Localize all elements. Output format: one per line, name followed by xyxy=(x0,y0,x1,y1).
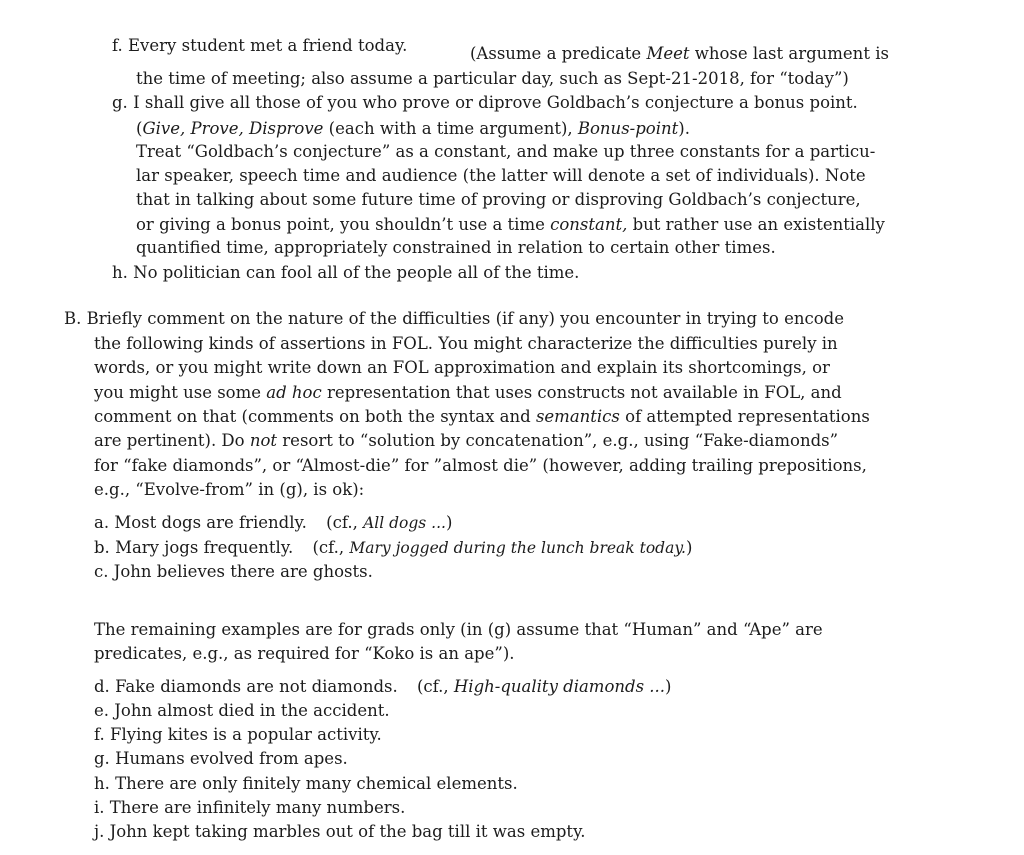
text: ( xyxy=(136,119,143,138)
item-g-line5: that in talking about some future time of proving or disproving Goldbach’s conjecture, xyxy=(136,190,861,209)
item-text: John kept taking marbles out of the bag till it was empty. xyxy=(109,822,586,841)
item-text: Mary jogs frequently. xyxy=(115,538,294,557)
note-text: (Assume a predicate xyxy=(470,44,647,63)
cf-text: (cf., xyxy=(312,538,350,557)
grad-item-j xyxy=(94,821,585,843)
item-g-line3: Treat “Goldbach’s conjecture” as a constant, and make up three constants for a particu- xyxy=(136,142,876,161)
text: representation that uses constructs not available in FOL, and xyxy=(321,383,842,402)
section-b-line7: for “fake diamonds”, or “Almost-die” for ”almost die” (however, adding trailing prepositions, xyxy=(94,456,867,475)
grads-line2: predicates, e.g., as required for “Koko is an ape”). xyxy=(94,644,515,663)
predicate-bonus: Bonus-point xyxy=(577,119,679,138)
grad-item-i xyxy=(94,797,405,819)
item-label: g. xyxy=(94,749,110,768)
text: resort to “solution by concatenation”, e.g., using “Fake-diamonds” xyxy=(277,431,839,450)
grad-item-h xyxy=(94,773,518,795)
cf-text: ) xyxy=(665,677,672,696)
cf-example: Mary jogged during the lunch break today. xyxy=(349,539,686,557)
b-item-a xyxy=(94,512,452,534)
item-label: g. xyxy=(112,93,128,112)
section-label: B. xyxy=(64,309,82,328)
item-text: John believes there are ghosts. xyxy=(113,562,373,581)
item-label: h. xyxy=(112,263,128,282)
cf-example: All dogs ... xyxy=(363,514,446,532)
section-b-line8: e.g., “Evolve-from” in (g), is ok): xyxy=(94,480,365,499)
paragraph-text: Briefly comment on the nature of the difficulties (if any) you encounter in trying to encode xyxy=(86,309,845,328)
item-text: Every student met a friend today. xyxy=(128,36,408,55)
item-label: f. xyxy=(112,36,123,55)
item-g-line1 xyxy=(112,92,858,114)
emphasis: constant, xyxy=(550,215,628,234)
item-label: d. xyxy=(94,677,110,696)
item-text: John almost died in the accident. xyxy=(114,701,390,720)
item-g-line2 xyxy=(136,118,690,140)
item-label: c. xyxy=(94,562,109,581)
note-text: whose last argument is xyxy=(689,44,889,63)
item-text: Most dogs are friendly. xyxy=(114,513,307,532)
section-b-line5 xyxy=(94,406,870,428)
text: but rather use an existentially xyxy=(627,215,885,234)
item-text: Fake diamonds are not diamonds. xyxy=(115,677,398,696)
text: you might use some xyxy=(94,383,267,402)
text: or giving a bonus point, you shouldn’t use a time xyxy=(136,215,551,234)
grad-item-e xyxy=(94,700,390,722)
item-f-note xyxy=(470,43,889,65)
item-g-line6 xyxy=(136,214,885,236)
emphasis: semantics xyxy=(535,407,620,426)
grad-item-d xyxy=(94,676,671,698)
grad-item-g xyxy=(94,748,348,770)
b-item-b xyxy=(94,537,692,559)
predicate-meet: Meet xyxy=(646,44,690,63)
cf-text: ) xyxy=(445,513,453,532)
item-label: j. xyxy=(94,822,105,841)
emphasis: not xyxy=(249,431,278,450)
cf-text: ) xyxy=(685,538,693,557)
text: (each with a time argument), xyxy=(323,119,578,138)
text: ). xyxy=(678,119,690,138)
item-label: h. xyxy=(94,774,110,793)
item-label: a. xyxy=(94,513,110,532)
grads-line1: The remaining examples are for grads only (in (g) assume that “Human” and “Ape” are xyxy=(94,620,823,639)
item-text: Humans evolved from apes. xyxy=(115,749,348,768)
cf-example: High-quality diamonds ... xyxy=(453,677,666,696)
item-f-line2: the time of meeting; also assume a particular day, such as Sept-21-2018, for “today”) xyxy=(136,69,849,88)
item-h xyxy=(112,262,579,284)
cf-text: (cf., xyxy=(416,677,454,696)
item-label: e. xyxy=(94,701,110,720)
cf-text: (cf., xyxy=(326,513,364,532)
text: of attempted representations xyxy=(619,407,870,426)
item-text: No politician can fool all of the people all of the time. xyxy=(133,263,580,282)
item-text: Flying kites is a popular activity. xyxy=(110,725,382,744)
predicates: Give, Prove, Disprove xyxy=(142,119,324,138)
text: are pertinent). Do xyxy=(94,431,250,450)
text: comment on that (comments on both the syntax and xyxy=(94,407,536,426)
section-b-line2: the following kinds of assertions in FOL. You might characterize the difficulties purely in xyxy=(94,334,838,353)
item-text: There are infinitely many numbers. xyxy=(109,798,406,817)
item-text: I shall give all those of you who prove or diprove Goldbach’s conjecture a bonus point. xyxy=(133,93,858,112)
item-label: f. xyxy=(94,725,105,744)
item-g-line7: quantified time, appropriately constrained in relation to certain other times. xyxy=(136,238,776,257)
item-text: There are only finitely many chemical elements. xyxy=(115,774,518,793)
section-b-line6 xyxy=(94,430,838,452)
emphasis: ad hoc xyxy=(266,383,322,402)
section-b-line1 xyxy=(64,308,844,330)
item-f-line1 xyxy=(112,35,407,57)
b-item-c xyxy=(94,561,373,583)
item-label: b. xyxy=(94,538,110,557)
section-b-line3: words, or you might write down an FOL approximation and explain its shortcomings, or xyxy=(94,358,830,377)
item-g-line4: lar speaker, speech time and audience (the latter will denote a set of individuals). Note xyxy=(136,166,866,185)
item-label: i. xyxy=(94,798,105,817)
section-b-line4 xyxy=(94,382,842,404)
grad-item-f xyxy=(94,724,382,746)
